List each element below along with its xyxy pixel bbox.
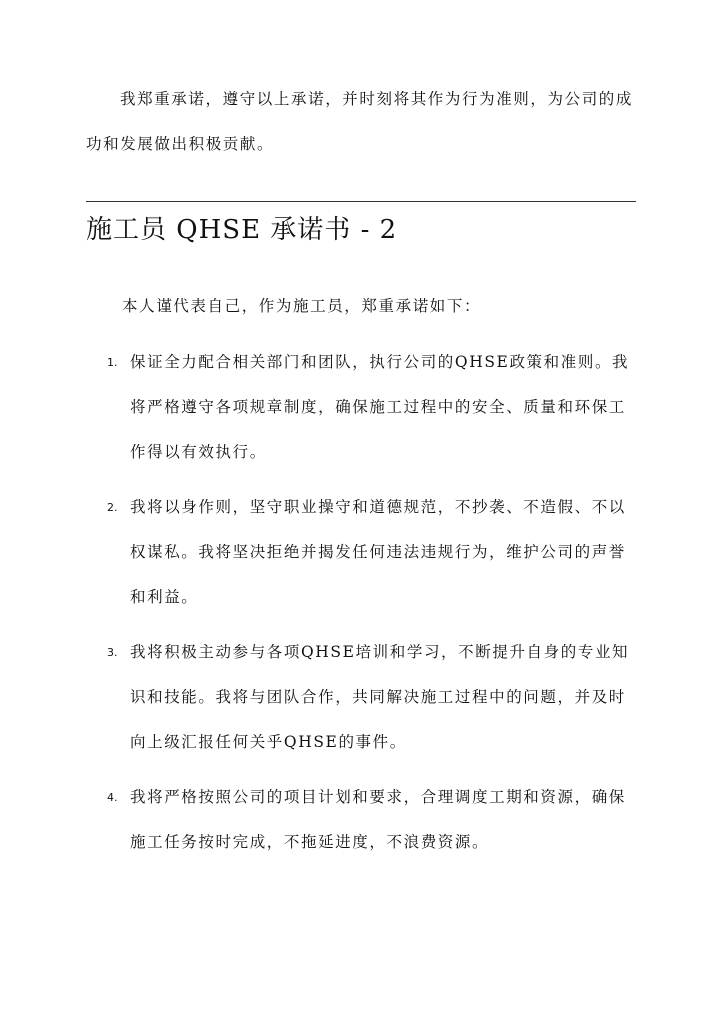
list-item-text: 保证全力配合相关部门和团队，执行公司的QHSE政策和准则。我将严格遵守各项规章制度，确保施工过程中的安全、质量和环保工作得以有效执行。 [130,353,630,461]
list-item-text: 我将严格按照公司的项目计划和要求，合理调度工期和资源，确保施工任务按时完成，不拖延进度，不浪费资源。 [130,788,626,851]
intro-paragraph: 本人谨代表自己，作为施工员，郑重承诺如下： [122,297,482,315]
section-divider [86,201,636,202]
list-item-text: 我将以身作则，坚守职业操守和道德规范，不抄袭、不造假、不以权谋私。我将坚决拒绝并揭发任何违法违规行为，维护公司的声誉和利益。 [130,498,626,606]
closing-paragraph: 我郑重承诺，遵守以上承诺，并时刻将其作为行为准则，为公司的成功和发展做出积极贡献。 [86,90,634,153]
list-item-number: 4. [107,791,118,804]
section-title: 施工员 QHSE 承诺书 - 2 [86,215,398,245]
list-item-text: 我将积极主动参与各项QHSE培训和学习，不断提升自身的专业知识和技能。我将与团队合作，共同解决施工过程中的问题，并及时向上级汇报任何关乎QHSE的事件。 [130,643,630,751]
list-item-number: 1. [107,356,118,369]
list-item-number: 2. [107,501,118,514]
list-item-number: 3. [107,646,118,659]
